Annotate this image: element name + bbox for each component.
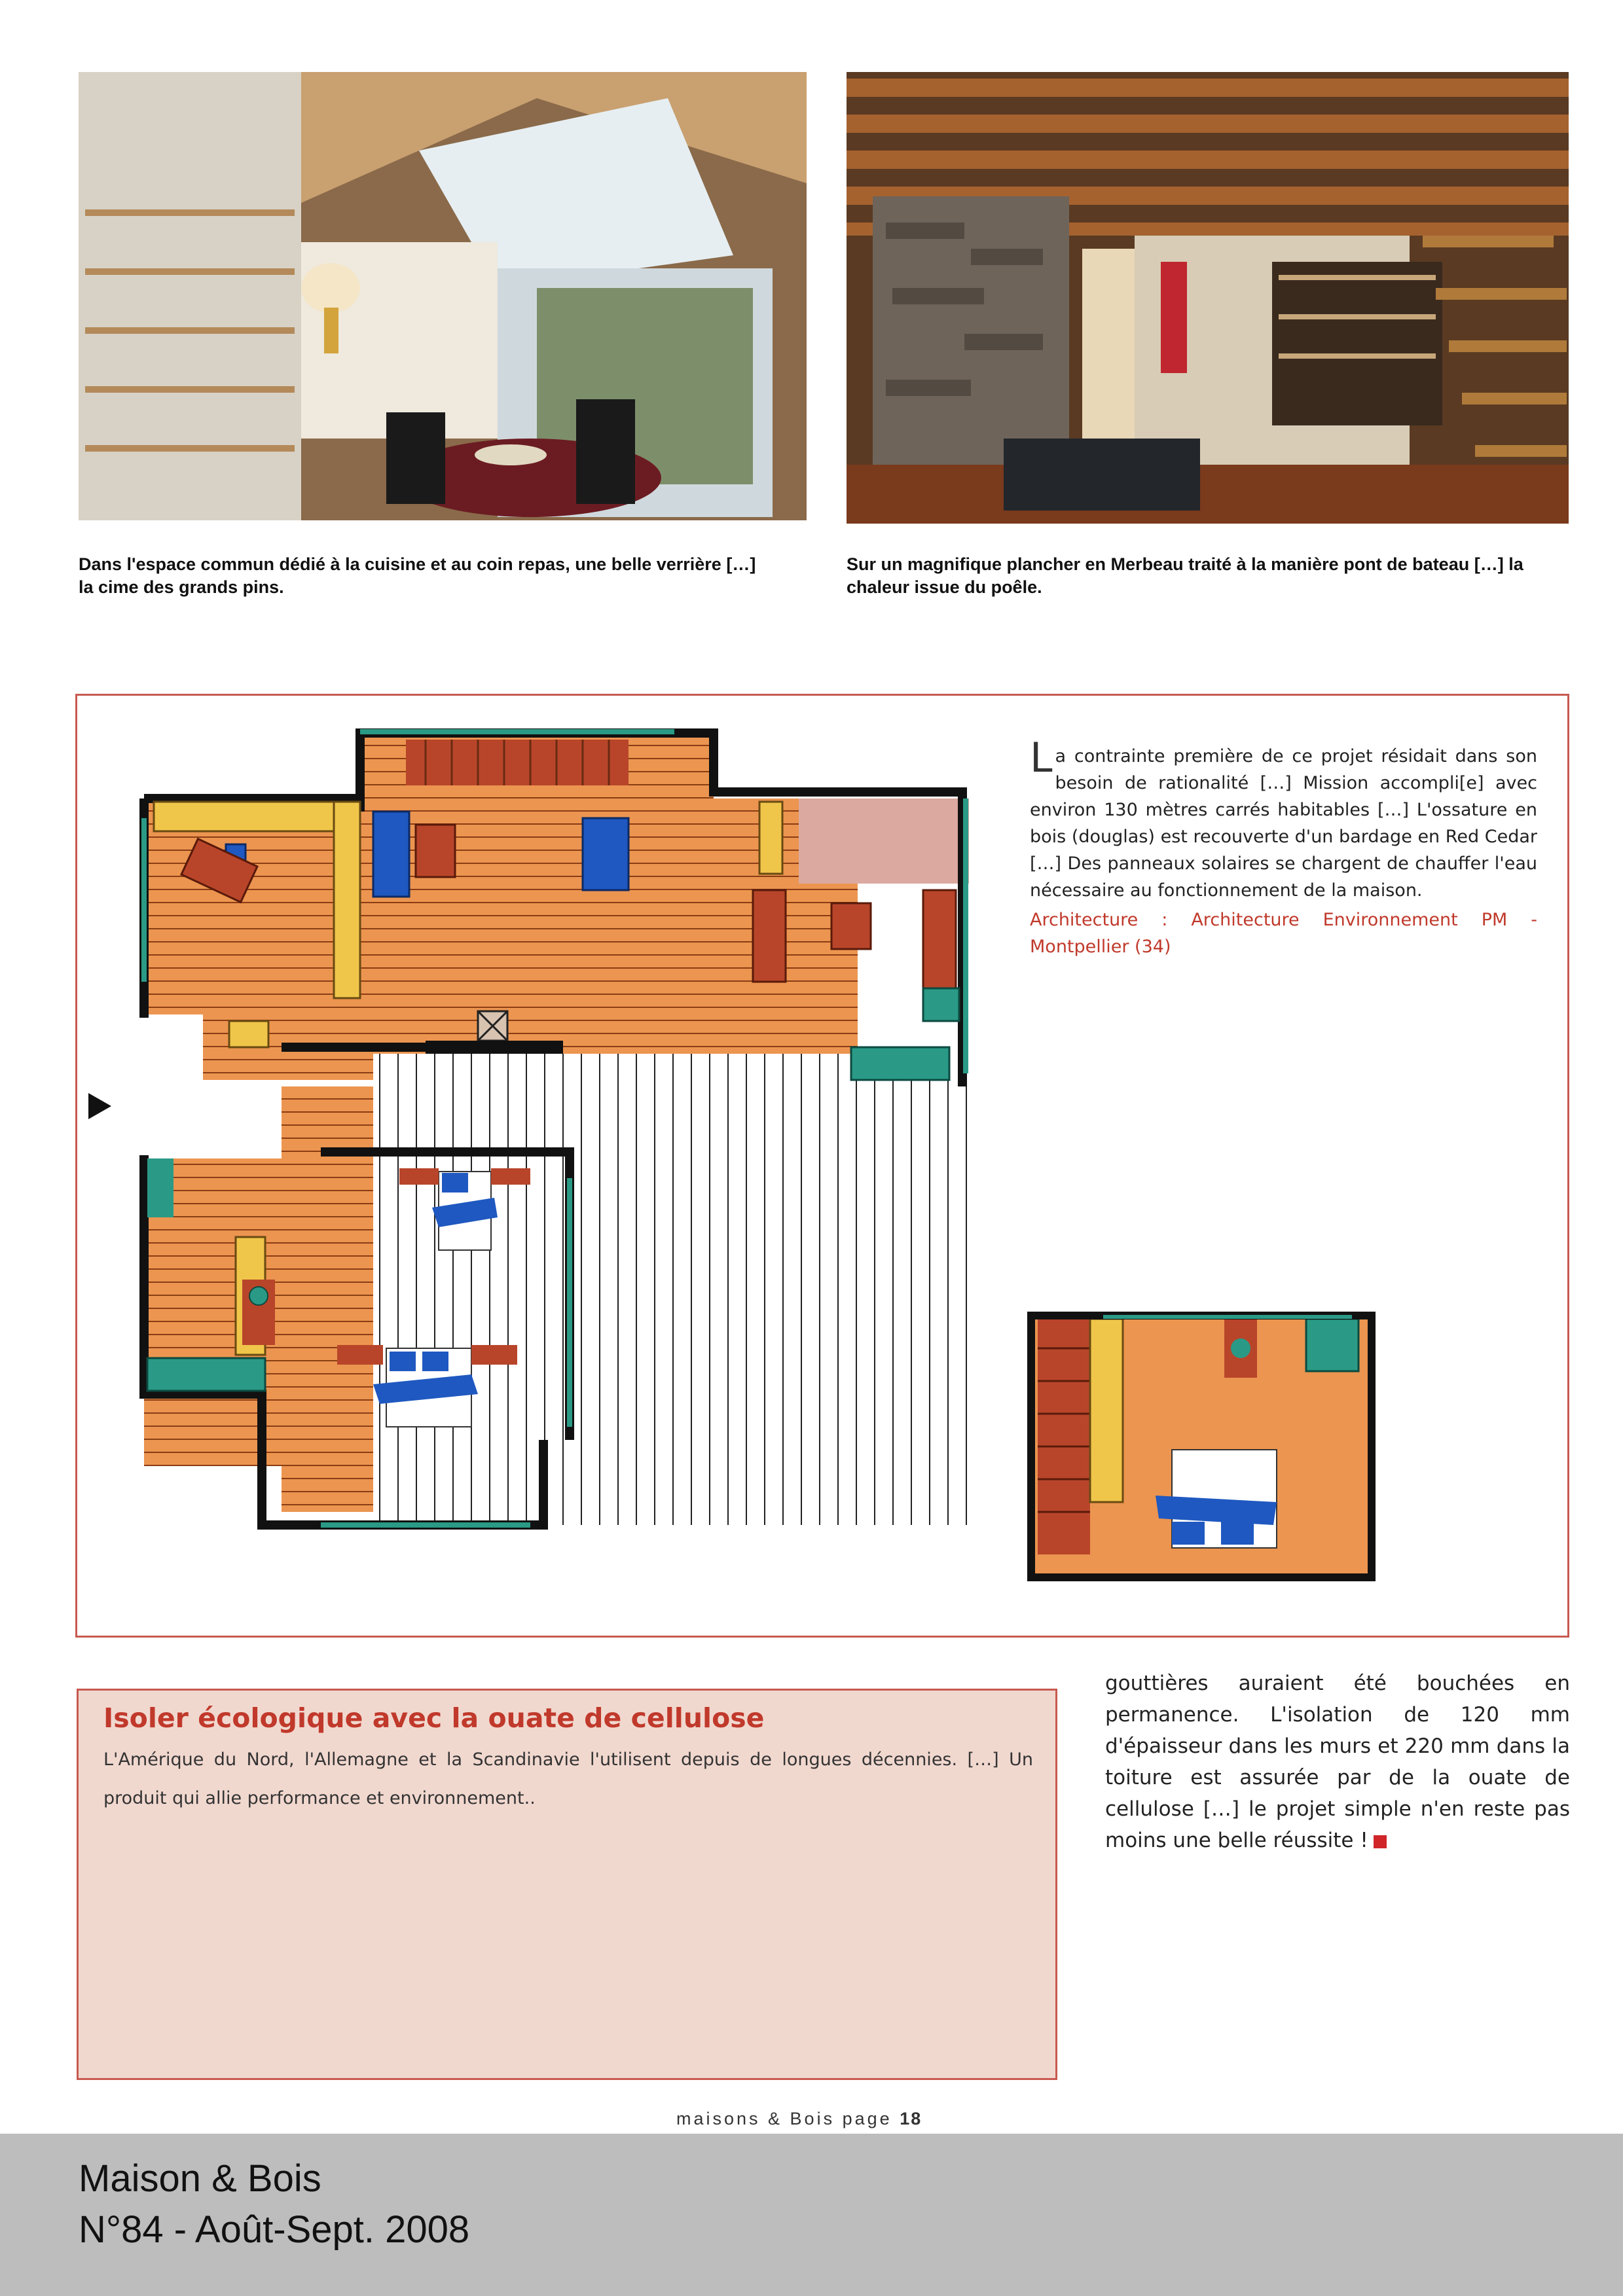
article-text: [1030, 734, 1537, 960]
architect-credit: Architecture : Architecture Environnement PM - Montpellier (34): [1030, 910, 1537, 957]
kitchen-photo-caption: Dans l'espace commun dédié à la cuisine et au coin repas, une belle verrière […] la cime des grands pins.: [79, 554, 756, 597]
folio-page-number: 18: [900, 2109, 922, 2128]
continuation-column: [1105, 1668, 1570, 1856]
article-body: a contrainte première de ce projet résidait dans son besoin de rationalité […] Mission accompli[e] avec environ 130 mètres carrés habitables […] L'ossature en bois (douglas) est recouverte d'un bardage en Red Cedar […] Des panneaux solaires se chargent de chauffer l'eau nécessaire au fonctionnement de la maison.: [1030, 746, 1537, 901]
magazine-name: Maison & Bois: [79, 2157, 321, 2200]
living-room-photo: [847, 72, 1569, 524]
folio-brand: maisons & Bois: [676, 2109, 835, 2128]
ground-floor-plan: [85, 720, 1002, 1571]
living-room-photo-caption: Sur un magnifique plancher en Merbeau traité à la manière pont de bateau […] la chaleur issue du poêle.: [847, 554, 1523, 597]
source-footer: [0, 2134, 1623, 2296]
column-text: gouttières auraient été bouchées en permanence. L'isolation de 120 mm d'épaisseur dans les murs et 220 mm dans la toiture est assurée par de la ouate de cellulose […] le projet simple n'en reste pas moins une belle réussite !: [1105, 1672, 1570, 1852]
upper-floor-plan: [1025, 1309, 1378, 1584]
page-folio: [676, 2109, 922, 2129]
red-square-icon: [1374, 1835, 1387, 1848]
article-dropcap: L: [1030, 734, 1053, 781]
issue-line: N°84 - Août-Sept. 2008: [79, 2208, 470, 2251]
entry-arrow-icon: [88, 1093, 111, 1119]
insulation-sidebar: [77, 1689, 1057, 2080]
kitchen-photo: [79, 72, 807, 520]
sidebar-body: L'Amérique du Nord, l'Allemagne et la Scandinavie l'utilisent depuis de longues décennies. […] Un produit qui allie performance et environnement..: [103, 1749, 1033, 1808]
sidebar-title: Isoler écologique avec la ouate de cellulose: [103, 1702, 765, 1734]
folio-page-word: page: [842, 2109, 892, 2128]
